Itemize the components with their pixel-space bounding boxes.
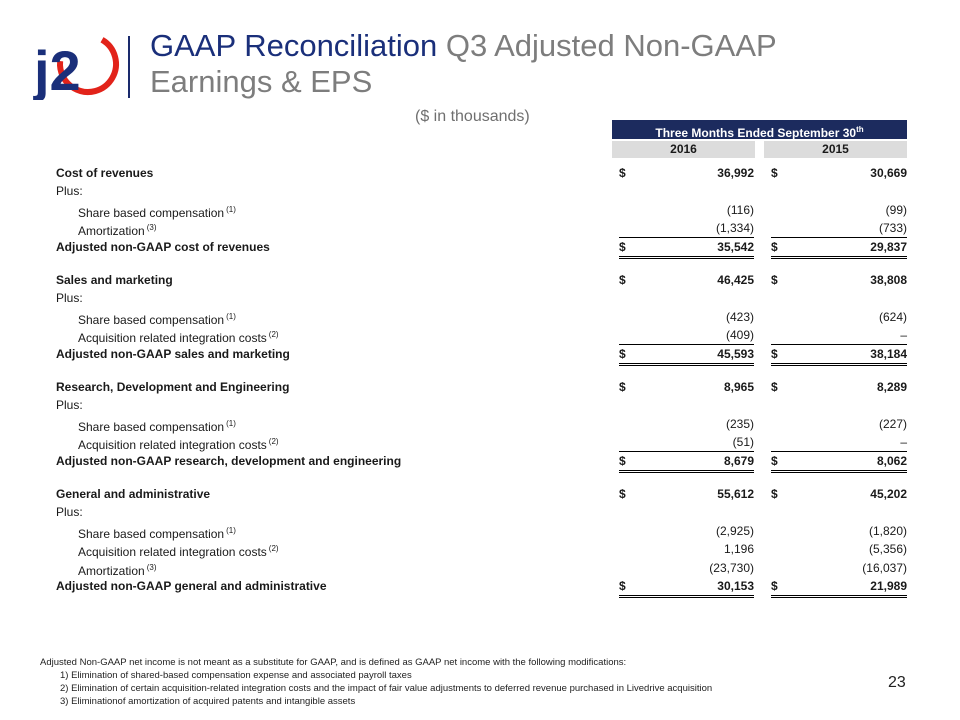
row-label: Research, Development and Engineering [56, 380, 290, 394]
title-light-1: Q3 Adjusted Non-GAAP [445, 28, 777, 63]
row-label: Plus: [56, 505, 83, 519]
value: – [900, 435, 907, 449]
value-cell-2016 [619, 219, 754, 237]
value-cell-2016 [619, 164, 754, 182]
currency-symbol: $ [771, 166, 778, 180]
j2-logo [30, 30, 122, 100]
value: 8,289 [876, 380, 907, 394]
footnote-intro: Adjusted Non-GAAP net income is not meant as a substitute for GAAP, and is defined as GAAP net income with the following modifications: [40, 657, 627, 668]
value-cell-2016 [619, 577, 754, 598]
title-light-2: Earnings & EPS [150, 64, 373, 99]
value: (116) [726, 203, 754, 217]
value-cell-2015 [771, 201, 907, 219]
currency-symbol: $ [619, 487, 626, 501]
value-cell-2016 [619, 559, 754, 577]
value-cell-2015 [771, 540, 907, 558]
currency-symbol: $ [619, 579, 626, 593]
value-cell-2016 [619, 308, 754, 326]
row-label: Acquisition related integration costs $^{(2)}$ [78, 437, 279, 452]
currency-symbol: $ [619, 240, 626, 254]
table-row [56, 577, 908, 595]
logo-divider [128, 36, 130, 98]
table-row [56, 485, 908, 503]
value-cell-2015 [771, 164, 907, 182]
value-cell-2016 [619, 344, 754, 366]
value: (624) [878, 310, 907, 324]
table-row [56, 415, 908, 433]
value: 21,989 [870, 579, 907, 593]
value: (227) [878, 417, 907, 431]
row-label: Amortization $^{(3)}$ [78, 563, 157, 578]
value: (1,820) [868, 524, 907, 538]
value: (16,037) [862, 561, 907, 575]
table-row [56, 289, 908, 307]
value-cell-2015 [771, 559, 907, 577]
value-cell-2016 [619, 415, 754, 433]
period-header: Three Months Ended September 30th [612, 120, 907, 139]
value: 46,425 [717, 273, 754, 287]
year-header-2016: 2016 [612, 141, 755, 158]
value-cell-2015 [771, 415, 907, 433]
value: 45,593 [717, 347, 754, 361]
value-cell-2015 [771, 378, 907, 396]
value: (235) [725, 417, 754, 431]
value: 29,837 [870, 240, 907, 254]
row-label: Adjusted non-GAAP general and administrative [56, 579, 327, 593]
table-row [56, 308, 908, 326]
row-label: Cost of revenues [56, 166, 154, 180]
currency-symbol: $ [771, 454, 778, 468]
title-strong: GAAP Reconciliation [150, 28, 438, 63]
row-label: Share based compensation $^{(1)}$ [78, 419, 236, 434]
value-cell-2016 [619, 433, 754, 451]
footnote-3: 3) Eliminationof amortization of acquired patents and intangible assets [60, 696, 356, 707]
table-row [56, 503, 908, 521]
row-label: Share based compensation $^{(1)}$ [78, 526, 236, 541]
units-subtitle: ($ in thousands) [415, 108, 530, 125]
row-label: Adjusted non-GAAP research, development and engineering [56, 454, 402, 468]
table-row [56, 452, 908, 470]
value: 1,196 [723, 542, 754, 556]
row-label: Sales and marketing [56, 273, 173, 287]
value: 8,062 [876, 454, 907, 468]
row-label: Amortization $^{(3)}$ [78, 223, 157, 238]
footnote-1: 1) Elimination of shared-based compensation expense and associated payroll taxes [60, 670, 412, 681]
value: 36,992 [717, 166, 754, 180]
value: (5,356) [868, 542, 907, 556]
value-cell-2016 [619, 540, 754, 558]
value-cell-2016 [619, 201, 754, 219]
value: (2,925) [715, 524, 754, 538]
value: 45,202 [870, 487, 907, 501]
table-row [56, 378, 908, 396]
currency-symbol: $ [619, 166, 626, 180]
page-number: 23 [888, 674, 906, 691]
value-cell-2015 [771, 451, 907, 473]
table-row [56, 219, 908, 237]
currency-symbol: $ [771, 579, 778, 593]
table-row [56, 433, 908, 451]
value-cell-2015 [771, 219, 907, 237]
year-header-2015: 2015 [764, 141, 907, 158]
row-label: Adjusted non-GAAP cost of revenues [56, 240, 270, 254]
table-row [56, 345, 908, 363]
row-label: Share based compensation $^{(1)}$ [78, 205, 236, 220]
footnotes [40, 656, 712, 708]
value-cell-2016 [619, 378, 754, 396]
value-cell-2015 [771, 326, 907, 344]
row-label: Adjusted non-GAAP sales and marketing [56, 347, 290, 361]
currency-symbol: $ [771, 240, 778, 254]
currency-symbol: $ [619, 380, 626, 394]
row-label: Plus: [56, 398, 83, 412]
value-cell-2015 [771, 433, 907, 451]
currency-symbol: $ [771, 347, 778, 361]
value: 8,965 [723, 380, 754, 394]
table-row [56, 540, 908, 558]
row-label: Plus: [56, 184, 83, 198]
footnote-2: 2) Elimination of certain acquisition-related integration costs and the impact of fair value adjustments to deferred revenue purchased in Livedrive acquisition [60, 683, 713, 694]
currency-symbol: $ [619, 273, 626, 287]
table-row [56, 238, 908, 256]
value: 30,669 [870, 166, 907, 180]
table-row [56, 182, 908, 200]
value-cell-2015 [771, 308, 907, 326]
table-row [56, 396, 908, 414]
table-row [56, 271, 908, 289]
value: (23,730) [709, 561, 754, 575]
row-label: General and administrative [56, 487, 211, 501]
value-cell-2016 [619, 326, 754, 344]
value: 30,153 [717, 579, 754, 593]
page-title [150, 28, 777, 100]
logo-text: j2 [34, 39, 81, 100]
row-label: Acquisition related integration costs $^{(2)}$ [78, 544, 279, 559]
table-row [56, 326, 908, 344]
currency-symbol: $ [619, 454, 626, 468]
value: 38,184 [870, 347, 907, 361]
row-label: Acquisition related integration costs $^{(2)}$ [78, 330, 279, 345]
value-cell-2015 [771, 237, 907, 259]
value-cell-2016 [619, 451, 754, 473]
value: – [900, 328, 907, 342]
table-row [56, 559, 908, 577]
value-cell-2015 [771, 485, 907, 503]
table-row [56, 201, 908, 219]
value-cell-2016 [619, 485, 754, 503]
value: (99) [885, 203, 907, 217]
currency-symbol: $ [619, 347, 626, 361]
table-row [56, 522, 908, 540]
value-cell-2015 [771, 577, 907, 598]
value-cell-2015 [771, 344, 907, 366]
value: 38,808 [870, 273, 907, 287]
row-label: Share based compensation $^{(1)}$ [78, 312, 236, 327]
value-cell-2016 [619, 271, 754, 289]
value: 8,679 [723, 454, 754, 468]
row-label: Plus: [56, 291, 83, 305]
currency-symbol: $ [771, 487, 778, 501]
value: 35,542 [717, 240, 754, 254]
value: 55,612 [717, 487, 754, 501]
value: (733) [878, 221, 907, 235]
value-cell-2016 [619, 522, 754, 540]
currency-symbol: $ [771, 380, 778, 394]
value-cell-2016 [619, 237, 754, 259]
currency-symbol: $ [771, 273, 778, 287]
value-cell-2015 [771, 522, 907, 540]
value-cell-2015 [771, 271, 907, 289]
table-row [56, 164, 908, 182]
value: (51) [732, 435, 754, 449]
value: (423) [725, 310, 754, 324]
value: (1,334) [715, 221, 754, 235]
value: (409) [725, 328, 754, 342]
